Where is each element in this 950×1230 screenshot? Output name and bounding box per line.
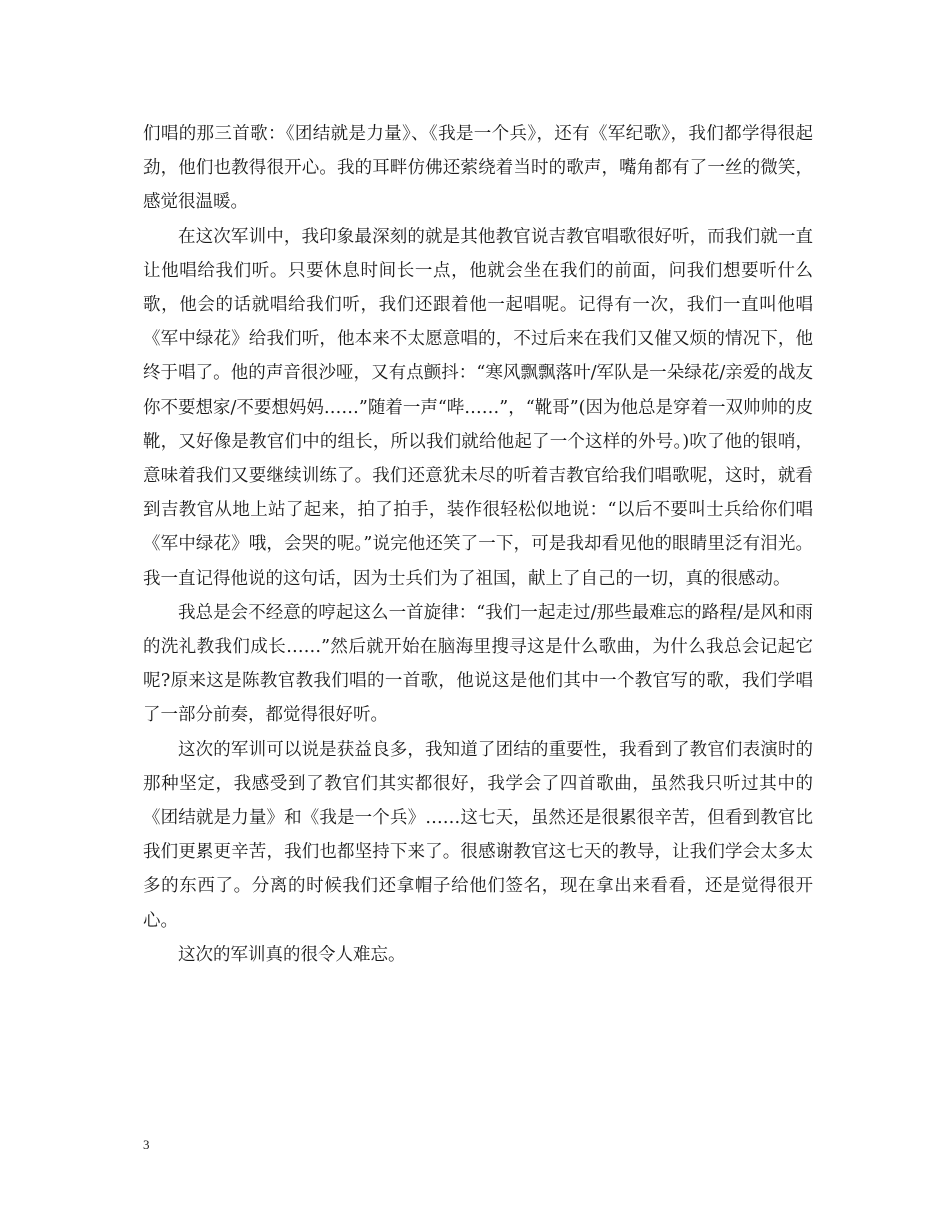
paragraph-3: 我总是会不经意的哼起这么一首旋律：“我们一起走过/那些最难忘的路程/是风和雨的洗礼教我们成长……”然后就开始在脑海里搜寻这是什么歌曲，为什么我总会记起它呢?原来这是陈教官教我们唱的一首歌，他说这是他们其中一个教官写的歌，我们学唱了一部分前奏，都觉得很好听。 — [143, 602, 813, 726]
paragraph-1: 们唱的那三首歌：《团结就是力量》、《我是一个兵》，还有《军纪歌》，我们都学得很起劲，他们也教得很开心。我的耳畔仿佛还萦绕着当时的歌声，嘴角都有了一丝的微笑，感觉很温暖。 — [143, 124, 813, 213]
paragraph-2: 在这次军训中，我印象最深刻的就是其他教官说吉教官唱歌很好听，而我们就一直让他唱给我们听。只要休息时间长一点，他就会坐在我们的前面，问我们想要听什么歌，他会的话就唱给我们听，我们还跟着他一起唱呢。记得有一次，我们一直叫他唱《军中绿花》给我们听，他本来不太愿意唱的，不过后来在我们又催又烦的情况下，他终于唱了。他的声音很沙哑，又有点颤抖：“寒风飘飘落叶/军队是一朵绿花/亲爱的战友你不要想家/不要想妈妈……”随着一声“哔……”，“靴哥”(因为他总是穿着一双帅帅的皮靴，又好像是教官们中的组长，所以我们就给他起了一个这样的外号。)吹了他的银哨，意味着我们又要继续训练了。我们还意犹未尽的听着吉教官给我们唱歌呢，这时，就看到吉教官从地上站了起来，拍了拍手，装作很轻松似地说：“以后不要叫士兵给你们唱《军中绿花》哦，会哭的呢。”说完他还笑了一下，可是我却看见他的眼睛里泛有泪光。我一直记得他说的这句话，因为士兵们为了祖国，献上了自己的一切，真的很感动。 — [143, 226, 813, 589]
page-number: 3 — [143, 1137, 150, 1152]
paragraph-5: 这次的军训真的很令人难忘。 — [178, 944, 406, 965]
paragraph-4: 这次的军训可以说是获益良多，我知道了团结的重要性，我看到了教官们表演时的那种坚定，我感受到了教官们其实都很好，我学会了四首歌曲，虽然我只听过其中的《团结就是力量》和《我是一个兵》……这七天，虽然还是很累很辛苦，但看到教官比我们更累更辛苦，我们也都坚持下来了。很感谢教官这七天的教导，让我们学会太多太多的东西了。分离的时候我们还拿帽子给他们签名，现在拿出来看看，还是觉得很开心。 — [143, 739, 813, 931]
document-body — [143, 117, 813, 972]
